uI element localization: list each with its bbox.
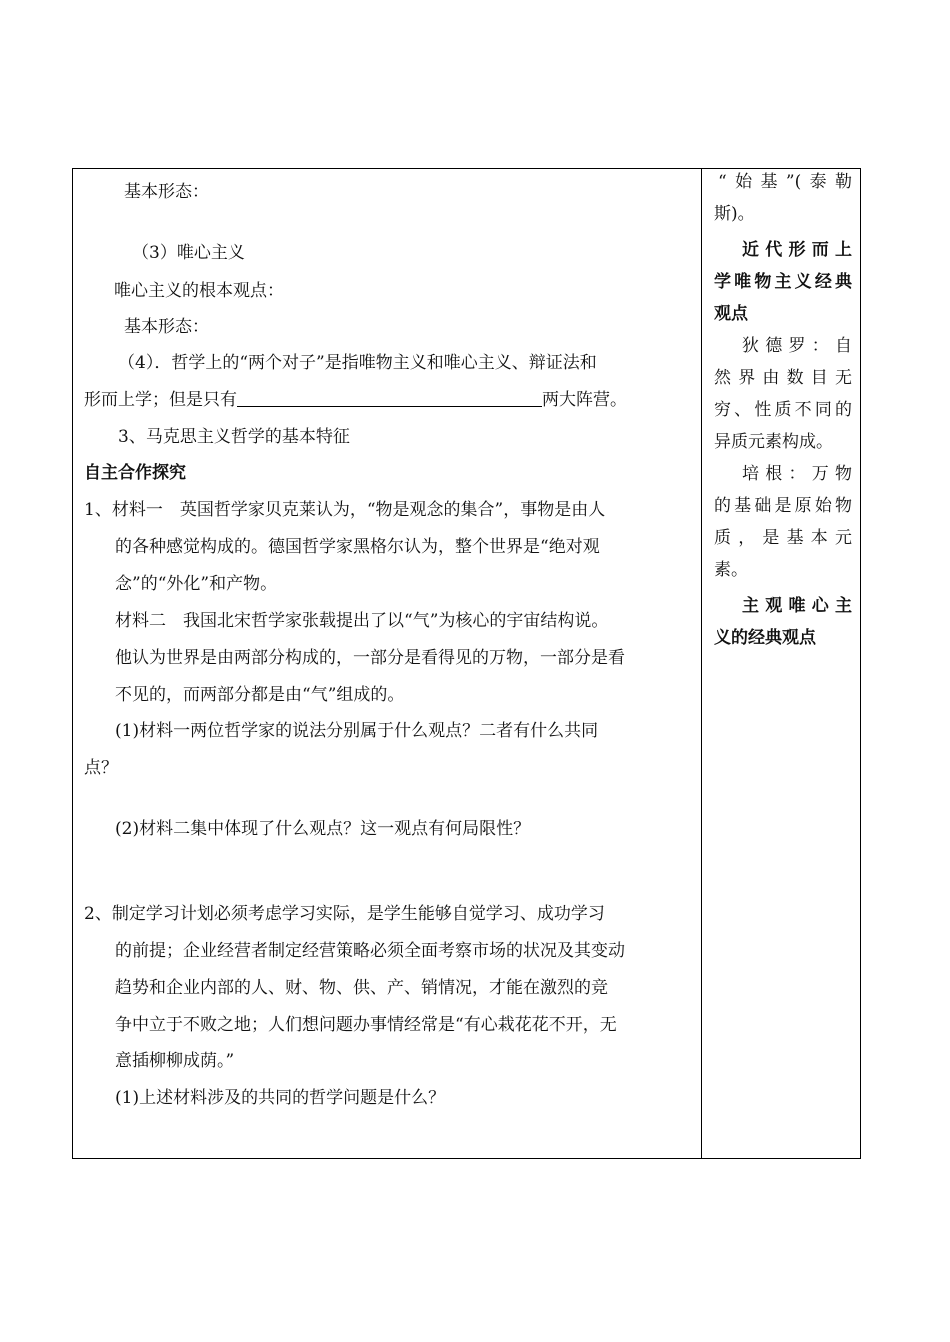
- question-1-line-2: 的各种感觉构成的。德国哲学家黑格尔认为，整个世界是“绝对观: [115, 537, 600, 557]
- modern-materialism-heading-2: 学唯物主义经典: [714, 272, 852, 292]
- modern-materialism-heading-1: 近代形而上: [742, 240, 852, 260]
- section-title: 自主合作探究: [84, 463, 186, 483]
- subjective-idealism-heading-2: 义的经典观点: [714, 628, 816, 648]
- basic-form-label-2: 基本形态：: [124, 317, 209, 337]
- two-pairs-text-a: 形而上学；但是只有: [84, 390, 237, 410]
- idealism-heading: （3）唯心主义: [132, 243, 245, 263]
- question-1-line-1: 1、材料一 英国哲学家贝克莱认为，“物是观念的集合”，事物是由人: [84, 500, 606, 520]
- question-2-line-1: 2、制定学习计划必须考虑学习实际，是学生能够自觉学习、成功学习: [84, 904, 605, 924]
- diderot-line-3: 穷、性质不同的: [714, 400, 852, 420]
- sidebar-line-2: 斯)。: [714, 204, 755, 224]
- marxism-heading: 3、马克思主义哲学的基本特征: [118, 427, 350, 447]
- modern-materialism-heading-3: 观点: [714, 304, 748, 324]
- question-2-line-3: 趋势和企业内部的人、财、物、供、产、销情况，才能在激烈的竞: [115, 978, 608, 998]
- bacon-line-3: 质，是基本元: [714, 528, 852, 548]
- question-2-line-2: 的前提；企业经营者制定经营策略必须全面考察市场的状况及其变动: [115, 941, 625, 961]
- question-2-line-5: 意插柳柳成荫。”: [115, 1051, 235, 1071]
- fill-in-blank[interactable]: [237, 390, 542, 407]
- question-1-line-6: 不见的，而两部分都是由“气”组成的。: [115, 685, 405, 705]
- question-1-sub-2: (2)材料二集中体现了什么观点？这一观点有何局限性？: [115, 819, 531, 839]
- diderot-line-1: 狄德罗：自: [742, 336, 852, 356]
- bacon-line-2: 的基础是原始物: [714, 496, 852, 516]
- question-1-line-5: 他认为世界是由两部分构成的，一部分是看得见的万物，一部分是看: [115, 648, 625, 668]
- question-1-line-3: 念”的“外化”和产物。: [115, 574, 278, 594]
- question-1-sub-1-line-1: (1)材料一两位哲学家的说法分别属于什么观点？二者有什么共同: [115, 721, 599, 741]
- question-2-line-4: 争中立于不败之地；人们想问题办事情经常是“有心栽花花不开，无: [115, 1015, 617, 1035]
- subjective-idealism-heading-1: 主观唯心主: [742, 596, 852, 616]
- idealism-view-label: 唯心主义的根本观点：: [114, 281, 284, 301]
- sidebar-notes: [714, 166, 852, 654]
- diderot-line-2: 然界由数目无: [714, 368, 852, 388]
- question-2-sub-1: (1)上述材料涉及的共同的哲学问题是什么？: [115, 1088, 446, 1108]
- bacon-line-1: 培根：万物: [742, 464, 852, 484]
- two-pairs-text-b: 两大阵营。: [542, 390, 627, 410]
- question-1-sub-1-line-2: 点？: [84, 758, 118, 778]
- two-pairs-line-1: （4）．哲学上的“两个对子”是指唯物主义和唯心主义、辩证法和: [118, 353, 597, 373]
- column-divider: [701, 168, 702, 1159]
- bacon-line-4: 素。: [714, 560, 748, 580]
- two-pairs-line-2: [84, 389, 627, 411]
- question-1-line-4: 材料二 我国北宋哲学家张载提出了以“气”为核心的宇宙结构说。: [115, 611, 609, 631]
- basic-form-label-1: 基本形态：: [124, 182, 209, 202]
- sidebar-line-1: “始基”(泰勒: [718, 172, 852, 192]
- diderot-line-4: 异质元素构成。: [714, 432, 833, 452]
